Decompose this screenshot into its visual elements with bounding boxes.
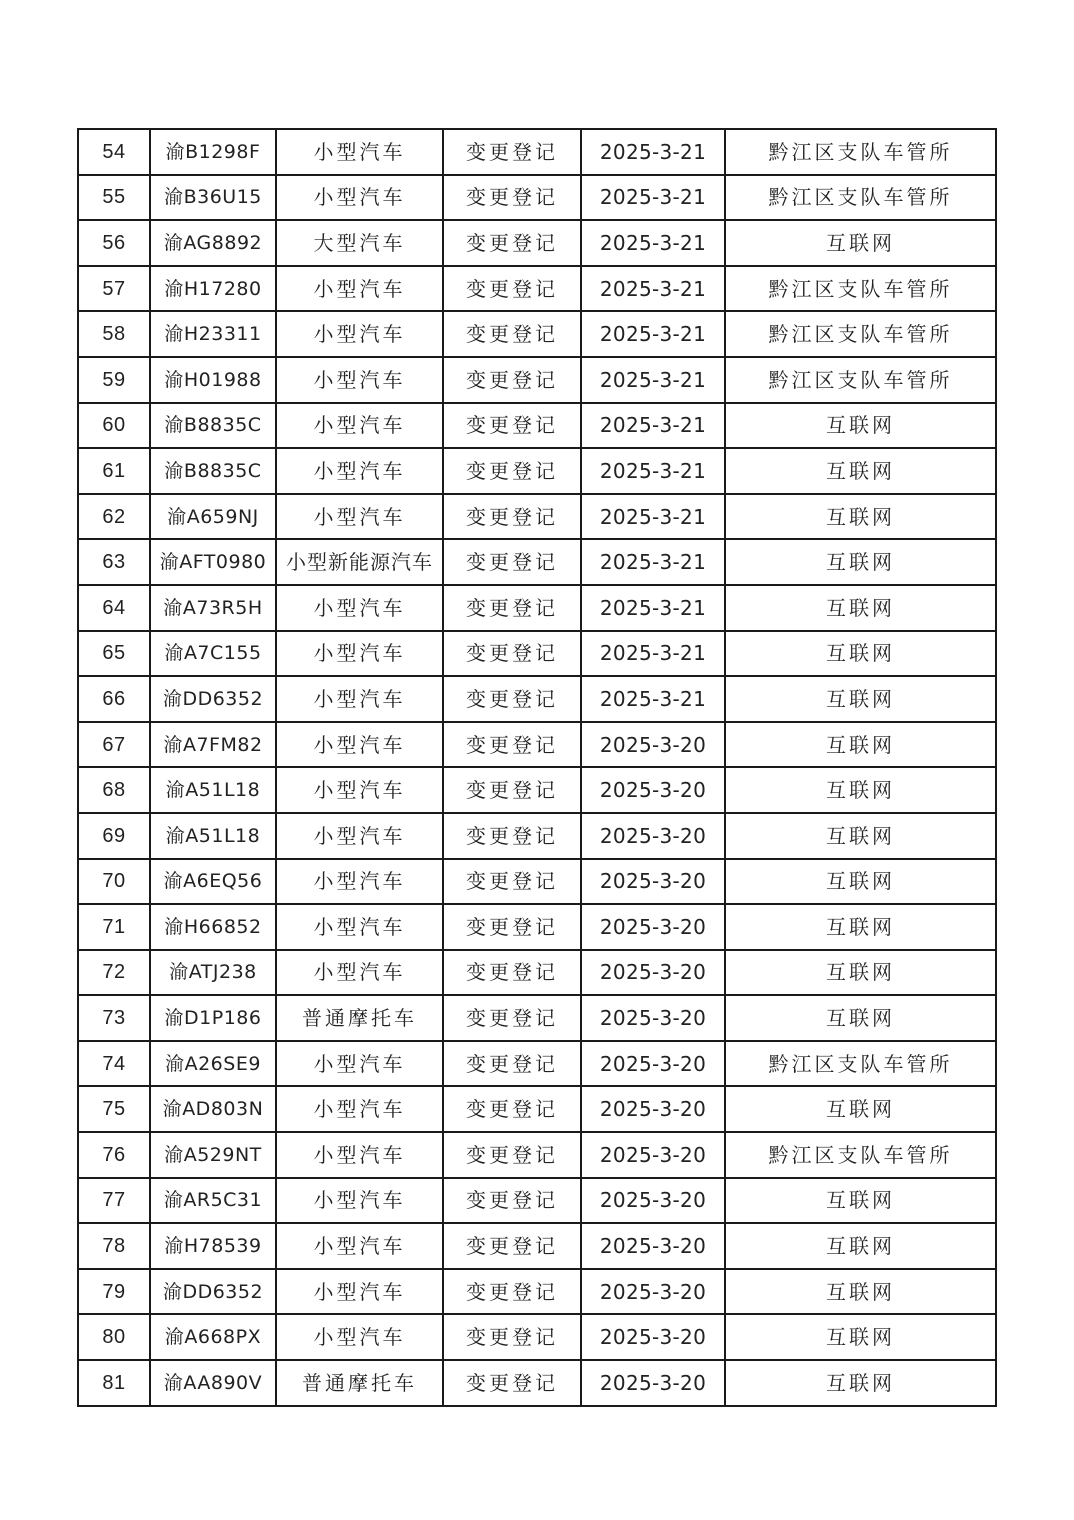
vehicle-type-cell: 小型汽车: [276, 448, 443, 494]
processing-office-cell: 互联网: [725, 1086, 996, 1132]
processing-office-cell: 互联网: [725, 995, 996, 1041]
business-type-cell: 变更登记: [443, 175, 581, 221]
processing-office-cell: 黔江区支队车管所: [725, 357, 996, 403]
plate-number-cell: 渝AG8892: [150, 220, 276, 266]
plate-number-cell: 渝A7FM82: [150, 722, 276, 768]
vehicle-type-cell: 小型汽车: [276, 767, 443, 813]
processing-date-cell: 2025-3-21: [581, 175, 725, 221]
business-type-cell: 变更登记: [443, 220, 581, 266]
row-number-cell: 67: [78, 722, 150, 768]
business-type-cell: 变更登记: [443, 403, 581, 449]
table-row: [78, 220, 996, 266]
processing-office-cell: 互联网: [725, 631, 996, 677]
vehicle-type-cell: 小型汽车: [276, 904, 443, 950]
table-row: [78, 813, 996, 859]
row-number-cell: 75: [78, 1086, 150, 1132]
vehicle-type-cell: 小型汽车: [276, 1223, 443, 1269]
plate-number-cell: 渝A51L18: [150, 767, 276, 813]
processing-office-cell: 互联网: [725, 1269, 996, 1315]
processing-date-cell: 2025-3-20: [581, 1223, 725, 1269]
row-number-cell: 77: [78, 1178, 150, 1224]
vehicle-type-cell: 小型汽车: [276, 585, 443, 631]
table-row: [78, 995, 996, 1041]
processing-office-cell: 互联网: [725, 448, 996, 494]
row-number-cell: 63: [78, 539, 150, 585]
vehicle-type-cell: 小型汽车: [276, 1314, 443, 1360]
table-row: [78, 403, 996, 449]
plate-number-cell: 渝A529NT: [150, 1132, 276, 1178]
business-type-cell: 变更登记: [443, 311, 581, 357]
business-type-cell: 变更登记: [443, 539, 581, 585]
plate-number-cell: 渝B8835C: [150, 403, 276, 449]
business-type-cell: 变更登记: [443, 448, 581, 494]
processing-office-cell: 互联网: [725, 722, 996, 768]
processing-date-cell: 2025-3-21: [581, 129, 725, 175]
row-number-cell: 72: [78, 950, 150, 996]
row-number-cell: 70: [78, 859, 150, 905]
table-row: [78, 1314, 996, 1360]
processing-date-cell: 2025-3-21: [581, 585, 725, 631]
business-type-cell: 变更登记: [443, 357, 581, 403]
vehicle-type-cell: 小型新能源汽车: [276, 539, 443, 585]
processing-office-cell: 互联网: [725, 539, 996, 585]
processing-date-cell: 2025-3-20: [581, 1178, 725, 1224]
processing-office-cell: 互联网: [725, 676, 996, 722]
row-number-cell: 74: [78, 1041, 150, 1087]
processing-date-cell: 2025-3-21: [581, 266, 725, 312]
plate-number-cell: 渝H78539: [150, 1223, 276, 1269]
plate-number-cell: 渝A51L18: [150, 813, 276, 859]
row-number-cell: 73: [78, 995, 150, 1041]
row-number-cell: 81: [78, 1360, 150, 1406]
processing-office-cell: 黔江区支队车管所: [725, 266, 996, 312]
business-type-cell: 变更登记: [443, 1132, 581, 1178]
row-number-cell: 59: [78, 357, 150, 403]
processing-office-cell: 互联网: [725, 585, 996, 631]
vehicle-type-cell: 小型汽车: [276, 722, 443, 768]
table-row: [78, 585, 996, 631]
processing-date-cell: 2025-3-20: [581, 995, 725, 1041]
processing-date-cell: 2025-3-21: [581, 220, 725, 266]
plate-number-cell: 渝DD6352: [150, 1269, 276, 1315]
processing-office-cell: 互联网: [725, 1178, 996, 1224]
processing-office-cell: 互联网: [725, 904, 996, 950]
row-number-cell: 62: [78, 494, 150, 540]
vehicle-type-cell: 小型汽车: [276, 859, 443, 905]
processing-office-cell: 黔江区支队车管所: [725, 129, 996, 175]
vehicle-type-cell: 小型汽车: [276, 813, 443, 859]
business-type-cell: 变更登记: [443, 813, 581, 859]
table-row: [78, 722, 996, 768]
processing-date-cell: 2025-3-20: [581, 950, 725, 996]
plate-number-cell: 渝A6EQ56: [150, 859, 276, 905]
vehicle-type-cell: 小型汽车: [276, 1041, 443, 1087]
processing-date-cell: 2025-3-20: [581, 859, 725, 905]
table-row: [78, 539, 996, 585]
table-row: [78, 1041, 996, 1087]
plate-number-cell: 渝A659NJ: [150, 494, 276, 540]
processing-office-cell: 互联网: [725, 950, 996, 996]
table-row: [78, 676, 996, 722]
processing-date-cell: 2025-3-20: [581, 1269, 725, 1315]
table-row: [78, 950, 996, 996]
processing-date-cell: 2025-3-20: [581, 904, 725, 950]
vehicle-type-cell: 小型汽车: [276, 1269, 443, 1315]
vehicle-type-cell: 小型汽车: [276, 494, 443, 540]
processing-date-cell: 2025-3-20: [581, 813, 725, 859]
plate-number-cell: 渝B1298F: [150, 129, 276, 175]
business-type-cell: 变更登记: [443, 1314, 581, 1360]
table-row: [78, 904, 996, 950]
processing-date-cell: 2025-3-20: [581, 1041, 725, 1087]
table-row: [78, 1360, 996, 1406]
table-row: [78, 357, 996, 403]
business-type-cell: 变更登记: [443, 494, 581, 540]
vehicle-type-cell: 普通摩托车: [276, 1360, 443, 1406]
processing-date-cell: 2025-3-20: [581, 1314, 725, 1360]
business-type-cell: 变更登记: [443, 676, 581, 722]
business-type-cell: 变更登记: [443, 585, 581, 631]
processing-date-cell: 2025-3-21: [581, 631, 725, 677]
business-type-cell: 变更登记: [443, 129, 581, 175]
row-number-cell: 60: [78, 403, 150, 449]
vehicle-type-cell: 小型汽车: [276, 1086, 443, 1132]
plate-number-cell: 渝B8835C: [150, 448, 276, 494]
processing-date-cell: 2025-3-21: [581, 357, 725, 403]
table-row: [78, 1223, 996, 1269]
plate-number-cell: 渝ATJ238: [150, 950, 276, 996]
vehicle-type-cell: 普通摩托车: [276, 995, 443, 1041]
business-type-cell: 变更登记: [443, 266, 581, 312]
table-row: [78, 1132, 996, 1178]
table-row: [78, 494, 996, 540]
processing-office-cell: 互联网: [725, 767, 996, 813]
plate-number-cell: 渝A73R5H: [150, 585, 276, 631]
vehicle-type-cell: 小型汽车: [276, 1132, 443, 1178]
processing-office-cell: 黔江区支队车管所: [725, 175, 996, 221]
vehicle-type-cell: 小型汽车: [276, 266, 443, 312]
vehicle-type-cell: 小型汽车: [276, 357, 443, 403]
business-type-cell: 变更登记: [443, 1086, 581, 1132]
row-number-cell: 55: [78, 175, 150, 221]
processing-date-cell: 2025-3-21: [581, 403, 725, 449]
table-row: [78, 1086, 996, 1132]
table-row: [78, 266, 996, 312]
processing-date-cell: 2025-3-20: [581, 767, 725, 813]
row-number-cell: 54: [78, 129, 150, 175]
business-type-cell: 变更登记: [443, 1178, 581, 1224]
business-type-cell: 变更登记: [443, 1223, 581, 1269]
plate-number-cell: 渝AD803N: [150, 1086, 276, 1132]
business-type-cell: 变更登记: [443, 859, 581, 905]
processing-date-cell: 2025-3-21: [581, 311, 725, 357]
row-number-cell: 76: [78, 1132, 150, 1178]
table-body: [78, 129, 996, 1406]
table-row: [78, 859, 996, 905]
business-type-cell: 变更登记: [443, 767, 581, 813]
vehicle-type-cell: 小型汽车: [276, 631, 443, 677]
processing-office-cell: 黔江区支队车管所: [725, 1041, 996, 1087]
table-row: [78, 448, 996, 494]
business-type-cell: 变更登记: [443, 995, 581, 1041]
table-row: [78, 311, 996, 357]
vehicle-type-cell: 小型汽车: [276, 403, 443, 449]
processing-office-cell: 互联网: [725, 1360, 996, 1406]
business-type-cell: 变更登记: [443, 1360, 581, 1406]
row-number-cell: 58: [78, 311, 150, 357]
table-row: [78, 129, 996, 175]
row-number-cell: 65: [78, 631, 150, 677]
row-number-cell: 80: [78, 1314, 150, 1360]
vehicle-type-cell: 小型汽车: [276, 311, 443, 357]
row-number-cell: 71: [78, 904, 150, 950]
plate-number-cell: 渝A26SE9: [150, 1041, 276, 1087]
business-type-cell: 变更登记: [443, 722, 581, 768]
table-row: [78, 631, 996, 677]
business-type-cell: 变更登记: [443, 1041, 581, 1087]
row-number-cell: 68: [78, 767, 150, 813]
processing-office-cell: 互联网: [725, 813, 996, 859]
row-number-cell: 66: [78, 676, 150, 722]
processing-office-cell: 互联网: [725, 220, 996, 266]
plate-number-cell: 渝H01988: [150, 357, 276, 403]
plate-number-cell: 渝AR5C31: [150, 1178, 276, 1224]
processing-date-cell: 2025-3-20: [581, 722, 725, 768]
plate-number-cell: 渝H23311: [150, 311, 276, 357]
row-number-cell: 61: [78, 448, 150, 494]
plate-number-cell: 渝DD6352: [150, 676, 276, 722]
processing-office-cell: 互联网: [725, 494, 996, 540]
processing-office-cell: 黔江区支队车管所: [725, 311, 996, 357]
table-row: [78, 1269, 996, 1315]
processing-office-cell: 互联网: [725, 403, 996, 449]
vehicle-type-cell: 大型汽车: [276, 220, 443, 266]
business-type-cell: 变更登记: [443, 1269, 581, 1315]
vehicle-type-cell: 小型汽车: [276, 175, 443, 221]
row-number-cell: 69: [78, 813, 150, 859]
business-type-cell: 变更登记: [443, 904, 581, 950]
row-number-cell: 78: [78, 1223, 150, 1269]
vehicle-type-cell: 小型汽车: [276, 676, 443, 722]
processing-date-cell: 2025-3-21: [581, 494, 725, 540]
row-number-cell: 56: [78, 220, 150, 266]
processing-date-cell: 2025-3-20: [581, 1360, 725, 1406]
business-type-cell: 变更登记: [443, 950, 581, 996]
plate-number-cell: 渝H17280: [150, 266, 276, 312]
row-number-cell: 57: [78, 266, 150, 312]
plate-number-cell: 渝AFT0980: [150, 539, 276, 585]
plate-number-cell: 渝A668PX: [150, 1314, 276, 1360]
processing-office-cell: 互联网: [725, 1223, 996, 1269]
table-row: [78, 175, 996, 221]
plate-number-cell: 渝AA890V: [150, 1360, 276, 1406]
processing-office-cell: 黔江区支队车管所: [725, 1132, 996, 1178]
table-row: [78, 767, 996, 813]
row-number-cell: 64: [78, 585, 150, 631]
processing-office-cell: 互联网: [725, 1314, 996, 1360]
processing-office-cell: 互联网: [725, 859, 996, 905]
plate-number-cell: 渝H66852: [150, 904, 276, 950]
vehicle-type-cell: 小型汽车: [276, 950, 443, 996]
business-type-cell: 变更登记: [443, 631, 581, 677]
processing-date-cell: 2025-3-21: [581, 676, 725, 722]
plate-number-cell: 渝D1P186: [150, 995, 276, 1041]
processing-date-cell: 2025-3-20: [581, 1086, 725, 1132]
plate-number-cell: 渝B36U15: [150, 175, 276, 221]
vehicle-registration-table: [77, 128, 997, 1407]
processing-date-cell: 2025-3-20: [581, 1132, 725, 1178]
row-number-cell: 79: [78, 1269, 150, 1315]
vehicle-type-cell: 小型汽车: [276, 1178, 443, 1224]
processing-date-cell: 2025-3-21: [581, 539, 725, 585]
vehicle-type-cell: 小型汽车: [276, 129, 443, 175]
plate-number-cell: 渝A7C155: [150, 631, 276, 677]
processing-date-cell: 2025-3-21: [581, 448, 725, 494]
table-row: [78, 1178, 996, 1224]
